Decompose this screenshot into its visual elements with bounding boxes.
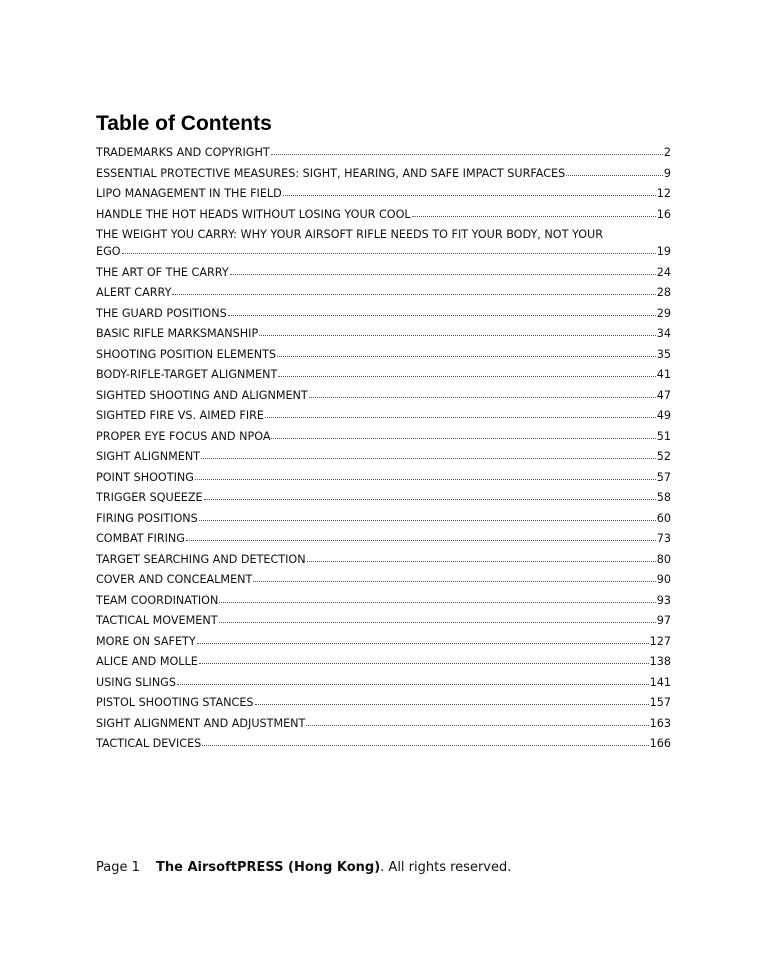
dot-leader [199,517,656,521]
dot-leader [566,172,663,176]
toc-entry-title: HANDLE THE HOT HEADS WITHOUT LOSING YOUR COOL [96,207,411,221]
dot-leader [219,599,655,603]
toc-entry-page: 49 [656,409,671,422]
toc-entry[interactable] [96,674,671,691]
toc-entry-title: PROPER EYE FOCUS AND NPOA [96,429,271,443]
toc-entry-title: TACTICAL MOVEMENT [96,614,218,627]
toc-entry-title: SIGHT ALIGNMENT [96,450,201,463]
dot-leader [201,455,656,459]
dot-leader [230,271,656,275]
toc-entry-title: ALICE AND MOLLE [96,655,198,668]
toc-entry-title: TRIGGER SQUEEZE [96,491,203,504]
dot-leader [219,619,656,623]
dot-leader [306,722,648,726]
toc-entry[interactable] [96,592,671,609]
toc-entry-page: 80 [656,552,671,566]
dot-leader [195,476,656,480]
toc-entry[interactable] [96,694,671,711]
toc-entry-title: PISTOL SHOOTING STANCES [96,696,254,709]
toc-entry[interactable] [96,387,671,404]
toc-entry[interactable] [96,715,671,732]
toc-entry-page: 166 [649,737,671,750]
toc-entry-page: 28 [656,286,671,299]
toc-entry[interactable] [96,206,671,223]
toc-entry-title: ESSENTIAL PROTECTIVE MEASURES: SIGHT, HEARING, AND SAFE IMPACT SURFACES [96,166,566,180]
toc-entry-title: POINT SHOOTING [96,470,194,484]
toc-entry-page: 41 [656,368,671,381]
toc-entry-title: MORE ON SAFETY [96,634,196,648]
dot-leader [283,192,656,196]
toc-entry[interactable] [96,653,671,670]
toc-entry[interactable] [96,366,671,383]
toc-entry[interactable] [96,284,671,301]
toc-entry-title: TEAM COORDINATION [96,593,219,607]
toc-entry-page: 2 [663,146,671,159]
toc-entry-page: 51 [656,429,671,443]
toc-entry[interactable] [96,264,671,281]
page-number: Page 1 [96,860,140,875]
toc-entry-page: 16 [656,207,671,221]
dot-leader [202,742,648,746]
toc-entry-page: 138 [649,655,671,668]
toc-entry-page: 127 [649,634,671,648]
toc-entry-page: 57 [656,470,671,484]
toc-entry-page: 58 [656,491,671,504]
toc-entry-title: TRADEMARKS AND COPYRIGHT [96,146,270,159]
toc-entry-page: 141 [649,675,671,689]
toc-entry[interactable] [96,571,671,588]
dot-leader [277,353,656,357]
dot-leader [255,701,649,705]
toc-entry-title: TACTICAL DEVICES [96,737,202,750]
toc-entry[interactable] [96,144,671,161]
dot-leader [271,435,655,439]
dot-leader [177,681,649,685]
toc-entry-title: SIGHTED SHOOTING AND ALIGNMENT [96,388,308,402]
toc-entry-title: FIRING POSITIONS [96,511,198,525]
dot-leader [271,151,663,155]
toc-entry-title: BODY-RIFLE-TARGET ALIGNMENT [96,368,278,381]
toc-entry-title: LIPO MANAGEMENT IN THE FIELD [96,187,282,200]
dot-leader [122,250,656,254]
toc-entry[interactable] [96,325,671,342]
toc-entry-page: 163 [649,716,671,730]
toc-entry[interactable] [96,735,671,752]
toc-entry-page: 93 [656,593,671,607]
dot-leader [204,496,656,500]
dot-leader [307,558,656,562]
toc-entry-title-cont: EGO [96,245,121,258]
dot-leader [278,373,655,377]
toc-entry-title: THE ART OF THE CARRY [96,265,229,279]
toc-entry-title: THE GUARD POSITIONS [96,306,227,320]
toc-entry-title: USING SLINGS [96,675,176,689]
toc-entry-page: 60 [656,511,671,525]
toc-entry-page: 19 [656,245,671,258]
toc-entry-title: SIGHT ALIGNMENT AND ADJUSTMENT [96,716,306,730]
toc-entry-title: SIGHTED FIRE VS. AIMED FIRE [96,409,264,422]
dot-leader [253,578,655,582]
dot-leader [172,291,655,295]
page-title: Table of Contents [96,112,272,135]
toc-entry-page: 35 [656,347,671,361]
toc-entry-title: ALERT CARRY [96,286,172,299]
dot-leader [412,213,656,217]
toc-entry[interactable] [96,407,671,424]
toc-entry-page: 24 [656,265,671,279]
dot-leader [197,640,649,644]
toc-entry-page: 73 [656,532,671,545]
toc-entry-title: COVER AND CONCEALMENT [96,573,253,586]
toc-entry-page: 47 [656,388,671,402]
publisher-name: The AirsoftPRESS (Hong Kong) [156,860,381,875]
toc-entry-title: BASIC RIFLE MARKSMANSHIP [96,327,259,340]
rights-statement: . All rights reserved. [380,860,512,875]
toc-entry[interactable] [96,226,671,260]
dot-leader [228,312,656,316]
toc-entry[interactable] [96,510,671,527]
toc-entry[interactable] [96,165,671,182]
page-footer [96,860,511,875]
toc-entry[interactable] [96,530,671,547]
toc-entry-page: 52 [656,450,671,463]
toc-entry[interactable] [96,633,671,650]
toc-entry-page: 90 [656,573,671,586]
toc-entry-title: SHOOTING POSITION ELEMENTS [96,347,277,361]
toc-entry-page: 157 [649,696,671,709]
toc-entry[interactable] [96,305,671,322]
toc-entry[interactable] [96,612,671,629]
toc-entry-page: 34 [656,327,671,340]
toc-entry-title: COMBAT FIRING [96,532,185,545]
toc-entry[interactable] [96,185,671,202]
toc-entry-title: TARGET SEARCHING AND DETECTION [96,552,306,566]
toc-entry[interactable] [96,551,671,568]
dot-leader [199,660,649,664]
toc-entry[interactable] [96,428,671,445]
toc-entry[interactable] [96,448,671,465]
toc-entry[interactable] [96,489,671,506]
toc-entry[interactable] [96,469,671,486]
toc-entry[interactable] [96,346,671,363]
toc-entry-page: 9 [663,166,671,180]
dot-leader [265,414,656,418]
toc-entry-page: 29 [656,306,671,320]
dot-leader [186,537,656,541]
dot-leader [259,332,656,336]
table-of-contents [96,144,671,756]
toc-entry-page: 12 [656,187,671,200]
toc-entry-title: THE WEIGHT YOU CARRY: WHY YOUR AIRSOFT RIFLE NEEDS TO FIT YOUR BODY, NOT YOUR [96,228,603,241]
toc-entry-page: 97 [656,614,671,627]
toc-entry-continuation [96,243,671,260]
dot-leader [309,394,656,398]
